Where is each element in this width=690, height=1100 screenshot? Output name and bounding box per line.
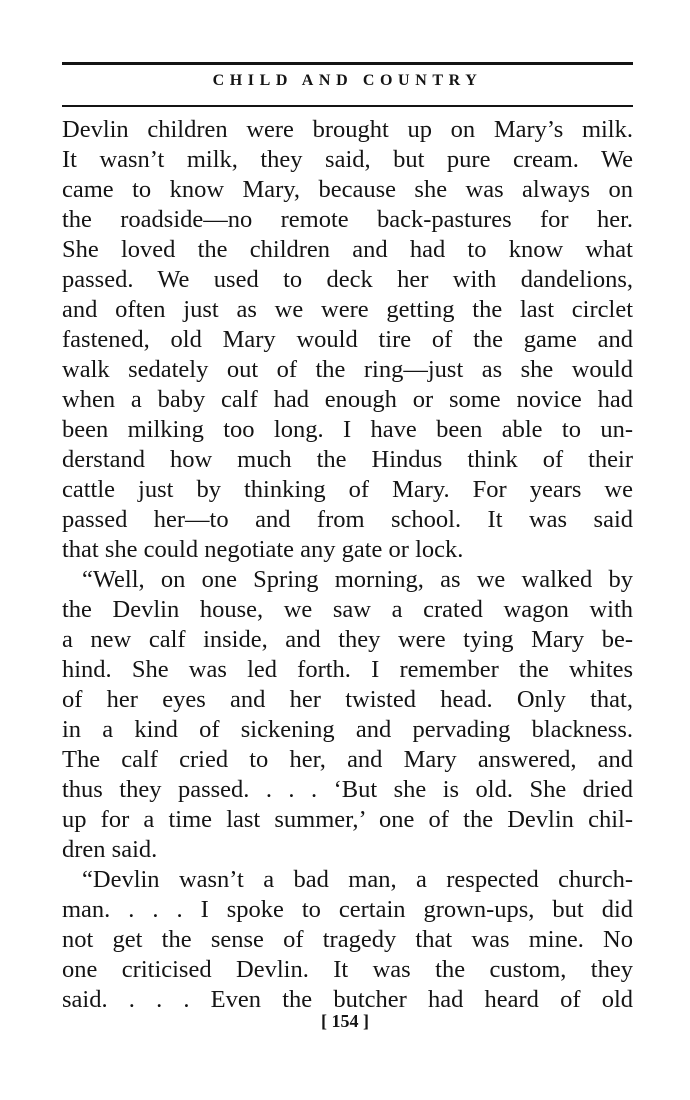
text-line: one criticised Devlin. It was the custom, they [62,956,633,983]
text-line: came to know Mary, because she was always on [62,176,633,203]
text-line: dren said. [62,836,158,863]
body-text [62,115,633,1015]
header-rule-top [62,62,633,65]
text-line: “Well, on one Spring morning, as we walked by [82,566,633,593]
text-line: cattle just by thinking of Mary. For years we [62,476,633,503]
text-line: thus they passed. . . . ‘But she is old. She dried [62,776,633,803]
page-number: [ 154 ] [321,1011,369,1031]
text-line: and often just as we were getting the last circlet [62,296,633,323]
text-line: hind. She was led forth. I remember the whites [62,656,633,683]
text-line: up for a time last summer,’ one of the Devlin chil- [62,806,633,833]
text-line: man. . . . I spoke to certain grown-ups, but did [62,896,633,923]
text-line: walk sedately out of the ring—just as she would [62,356,633,383]
text-line: in a kind of sickening and pervading blackness. [62,716,633,743]
header-rule-bottom [62,105,633,107]
text-line: said. . . . Even the butcher had heard of old [62,986,633,1013]
text-line: “Devlin wasn’t a bad man, a respected church- [82,866,633,893]
text-line: the roadside—no remote back-pastures for her. [62,206,633,233]
text-line: Devlin children were brought up on Mary’s milk. [62,116,633,143]
text-line: a new calf inside, and they were tying Mary be- [62,626,633,653]
text-line: passed her—to and from school. It was said [62,506,633,533]
text-line: not get the sense of tragedy that was mine. No [62,926,633,953]
text-line: She loved the children and had to know what [62,236,633,263]
text-line: derstand how much the Hindus think of their [62,446,633,473]
text-line: It wasn’t milk, they said, but pure cream. We [62,146,633,173]
text-line: fastened, old Mary would tire of the game and [62,326,633,353]
text-line: the Devlin house, we saw a crated wagon with [62,596,633,623]
text-line: that she could negotiate any gate or lock. [62,536,464,563]
running-head: CHILD AND COUNTRY [212,72,483,89]
text-line: The calf cried to her, and Mary answered, and [62,746,633,773]
text-line: of her eyes and her twisted head. Only that, [62,686,633,713]
text-line: passed. We used to deck her with dandelions, [62,266,633,293]
text-line: been milking too long. I have been able to un- [62,416,633,443]
text-line: when a baby calf had enough or some novice had [62,386,633,413]
